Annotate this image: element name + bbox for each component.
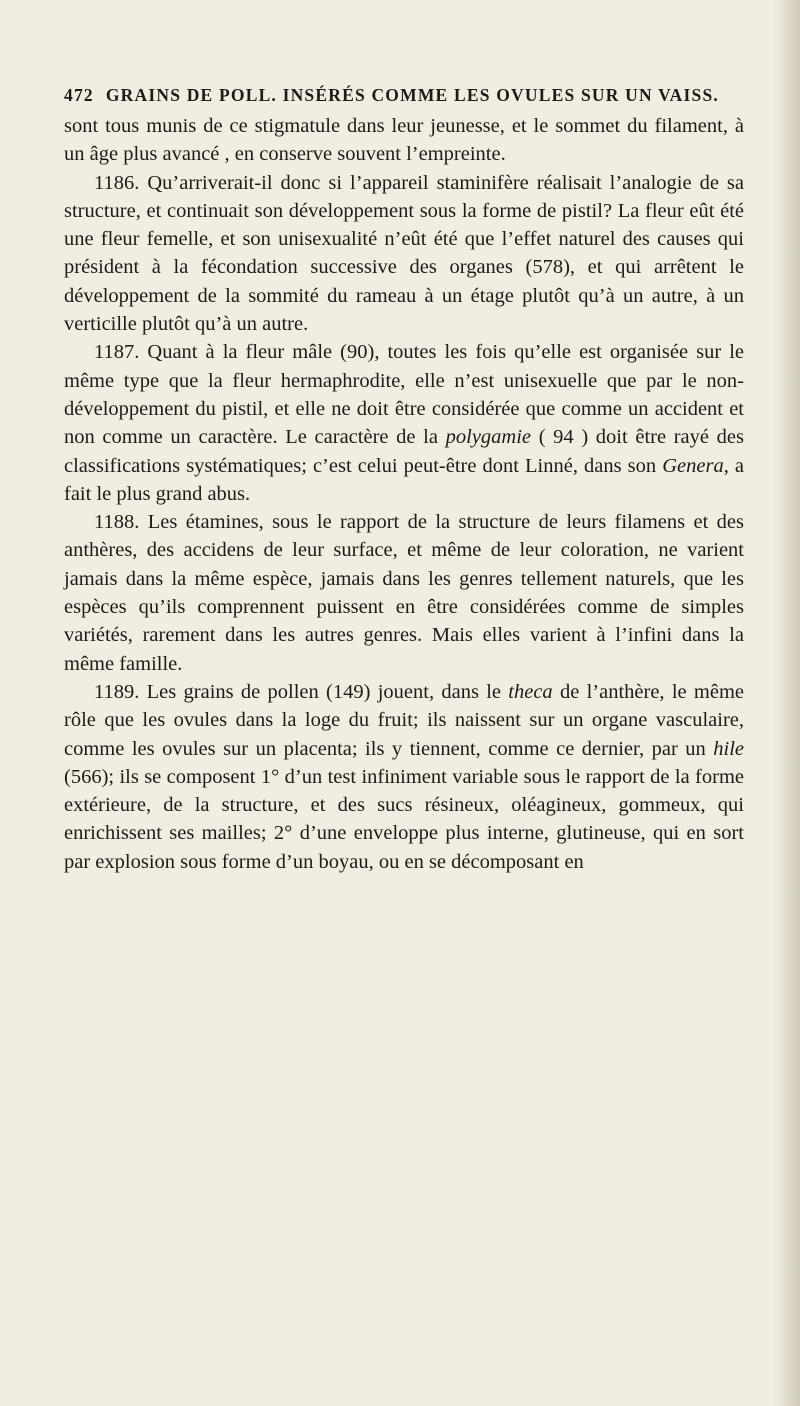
italic-term: hile xyxy=(713,737,744,760)
paragraph xyxy=(64,338,744,508)
text-run: ( 94 ) doit être rayé des classifications systématiques; c’est celui peut-être dont Linné, dans son xyxy=(64,426,744,477)
paragraph xyxy=(64,112,744,169)
running-title: GRAINS DE POLL. INSÉRÉS COMME LES OVULES SUR UN VAISS. xyxy=(105,85,719,105)
page-number: 472 xyxy=(64,85,94,105)
text-run: sont tous munis de ce stigmatule dans leur jeunesse, et le sommet du filament, à un âge plus avancé , en conserve souvent l’empreinte. xyxy=(64,115,744,166)
text-run: 1188. Les étamines, sous le rapport de la structure de leurs filamens et des anthères, des accidens de leur surface, et même de leur coloration, ne varient jamais dans la même espèce, jamais dans les genres tellement naturels, que les espèces qu’ils comprennent puissent en être considérées comme de simples variétés, rarement dans les autres genres. Mais elles varient à l’infini dans la même famille. xyxy=(64,511,744,675)
paragraph xyxy=(64,169,744,339)
italic-term: Genera xyxy=(662,454,724,477)
running-header xyxy=(64,85,744,106)
text-run: 1186. Qu’arriverait-il donc si l’appareil staminifère réalisait l’analogie de sa structure, et continuait son développement sous la forme de pistil? La fleur eût été une fleur femelle, et son unisexualité n’eût été que l’effet naturel des causes qui président à la fécondation successive des organes (578), et qui arrêtent le développement de la sommité du rameau à un étage plutôt qu’à un autre, à un verticille plutôt qu’à un autre. xyxy=(64,171,744,336)
text-run: , a fait le plus grand abus. xyxy=(64,454,744,505)
text-run: 1189. Les grains de pollen (149) jouent, dans le xyxy=(94,680,509,703)
text-run: de l’anthère, le même rôle que les ovules dans la loge du fruit; ils naissent sur un organe vasculaire, comme les ovules sur un placenta; ils y tiennent, comme ce dernier, par un xyxy=(64,680,744,760)
text-run: 1187. Quant à la fleur mâle (90), toutes les fois qu’elle est organisée sur le même type que la fleur hermaphrodite, elle n’est unisexuelle que par le non-développement du pistil, et elle ne doit être considérée que comme un accident et non comme un caractère. Le caractère de la xyxy=(64,341,744,449)
text-run: (566); ils se composent 1° d’un test infiniment variable sous le rapport de la forme extérieure, de la structure, et des sucs résineux, oléagineux, gommeux, qui enrichissent ses mailles; 2° d’une enveloppe plus interne, glutineuse, qui en sort par explosion sous forme d’un boyau, ou en se décomposant en xyxy=(64,765,744,873)
page-edge xyxy=(774,0,800,1406)
paragraph xyxy=(64,508,744,678)
italic-term: theca xyxy=(508,680,553,703)
italic-term: polygamie xyxy=(445,426,532,449)
body-text xyxy=(64,112,744,876)
paragraph xyxy=(64,678,744,876)
